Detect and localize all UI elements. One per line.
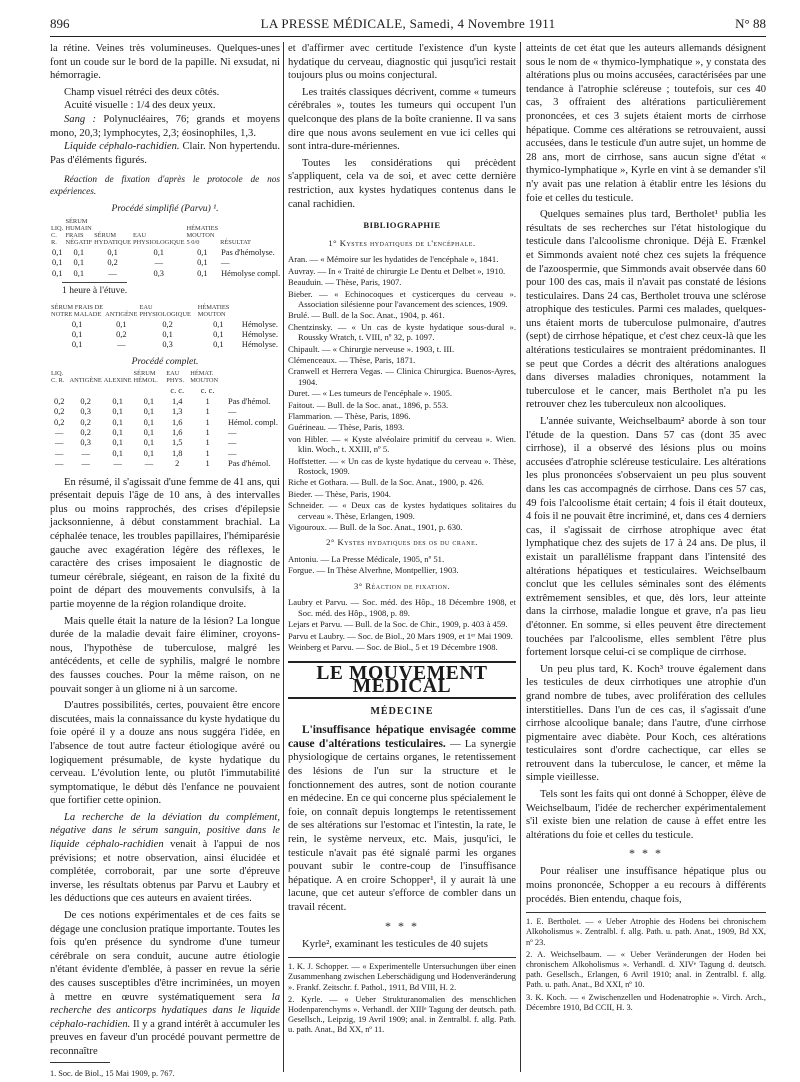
bibliography-entry: Weinberg et Parvu. — Soc. de Biol., 5 et 19 Décembre 1908. bbox=[288, 642, 498, 653]
table-cell: 2 bbox=[175, 459, 180, 469]
table-header-cell: EAU PHYS. bbox=[166, 370, 185, 385]
table-cell: — bbox=[108, 268, 117, 278]
table-cell: 0,1 bbox=[197, 258, 208, 268]
section-heading-mouvement: LE MOUVEMENT MÉDICAL bbox=[288, 661, 516, 699]
table-unit-cell bbox=[103, 386, 133, 396]
paragraph bbox=[50, 909, 280, 1059]
table-cell: 0,1 bbox=[112, 448, 123, 458]
table-header-cell: HÉMATIES MOUTON bbox=[197, 303, 230, 318]
text: Polynucléaires, 76; grands et moyens mono, 20,3; lymphocytes, 2,3; éosinophiles, 1,3. bbox=[50, 113, 280, 139]
table-header-cell: SÉRUM HYDATIQUE bbox=[94, 231, 132, 246]
table-cell: 0,1 bbox=[107, 247, 118, 257]
table-row bbox=[50, 428, 280, 438]
table-cell: 0,1 bbox=[143, 407, 155, 417]
paragraph: Acuité visuelle : 1/4 des deux yeux. bbox=[64, 100, 216, 112]
table-cell: 1,4 bbox=[172, 396, 183, 406]
table-row bbox=[50, 320, 280, 330]
bibliography-entry: Riche et Gothara. — Bull. de la Soc. Anat., 1900, p. 426. bbox=[288, 477, 484, 488]
table-cell: 0,1 bbox=[213, 319, 224, 329]
table-1-caption: Procédé simplifié (Parvu) ¹. bbox=[111, 203, 219, 215]
column-rule-1 bbox=[283, 42, 284, 1072]
table-cell: — bbox=[81, 448, 90, 458]
table-complete bbox=[50, 370, 280, 469]
bibliography-entry: Antoniu. — La Presse Médicale, 1905, nº 51. bbox=[288, 554, 445, 565]
table-cell: 1 bbox=[205, 428, 210, 437]
label-sang: Sang : bbox=[64, 113, 97, 125]
table-row bbox=[50, 340, 280, 350]
footnote-rule bbox=[50, 1062, 110, 1063]
bibliography-entry: Brulé. — Bull. de la Soc. Anat., 1904, p. 461. bbox=[288, 310, 445, 321]
table-cell: 0,1 bbox=[71, 329, 83, 339]
issue-number: N° 88 bbox=[735, 16, 766, 31]
table-cell: 0,1 bbox=[197, 247, 208, 257]
bibliography-entry: Cranwell et Herrera Vegas. — Clinica Chirurgica. Buenos-Ayres, 1904. bbox=[288, 366, 516, 387]
footnote: 1. K. J. Schopper. — « Experimentelle Untersuchungen über einen Zusammenhang zwischen Leberschädigung und Hodenveränderung ». Frankf. Zeitschr. f. Pathol., 1911, Bd VIII, H. 2. bbox=[288, 962, 516, 992]
footnote: 2. Kyrle. — « Ueber Strukturanomalien des menschlichen Hodenparenchyms ». Verhandl. der XIIIᵉ Tagung der deutsch. path. Gesellsch., Leipzig, 19 Avril 1909; anal. in Zentralbl. f. allg. Path. u. path. Anat., Bd XX, nº 11. bbox=[288, 994, 516, 1035]
bibliography-entry: Faitout. — Bull. de la Soc. anat., 1896, p. 553. bbox=[288, 399, 449, 410]
table-cell: 0,3 bbox=[80, 407, 91, 417]
paragraph: D'autres possibilités, certes, pouvaient être encore discutées, mais la connaissance du kyste hydatique du foie opéré il y a douze ans nous suggéra l'idée, en l'absence de tout autre facteur étiologique avéré ou logiquement présumable, de kyste hydatique du cerveau. L'évolution lente, ou plutôt l'immutabilité symptomatique, le début dès l'enfance ne pouvaient que fortifier cette opinion. bbox=[50, 700, 280, 807]
table-header-cell: HÉMATIES MOUTON 5 0/0 bbox=[186, 224, 219, 246]
bibliography-entry: Beauduin. — Thèse, Paris, 1907. bbox=[288, 277, 402, 288]
reaction-title: Réaction de fixation d'après le protocole de nos expériences. bbox=[50, 175, 280, 197]
table-cell: 0,1 bbox=[52, 268, 63, 278]
bibliography-list-2 bbox=[288, 554, 516, 576]
table-cell: 0,1 bbox=[143, 396, 155, 406]
column-3 bbox=[526, 42, 766, 1072]
table-header-cell bbox=[240, 304, 280, 320]
table-cell: Hémol. compl. bbox=[227, 417, 278, 427]
table-cell: — bbox=[221, 258, 230, 268]
table-cell: 1,6 bbox=[172, 417, 183, 427]
table-header-cell: EAU PHYSIOLOGIQUE bbox=[139, 303, 191, 318]
table-cell: 1 bbox=[205, 417, 210, 427]
bibliography-entry: Laubry et Parvu. — Soc. méd. des Hôp., 18 Décembre 1908, et Soc. méd. des Hôp., 1908, p. 89. bbox=[288, 597, 516, 618]
paragraph: Un peu plus tard, K. Koch³ trouve également dans les testicules de deux cirrhotiques une atrophie d'un grand nombre de tubes, avec prolifération des cellules interstitielles. Dans l'un de ces cas, il s'agissait d'une cirrhose alcoolique banale; dans l'autre, d'une cirrhose pigmentaire avec diabète. Pour Koch, ces altérations testiculaires sont d'ordre cachectique, car elles se retrouvent dans la tuberculose, le cancer, et même la simple vieillesse. bbox=[526, 663, 766, 784]
bibliography-list-1 bbox=[288, 254, 516, 532]
table-cell: 0,2 bbox=[162, 319, 173, 329]
table-header-cell: ANTIGÈNE bbox=[105, 310, 138, 318]
table-cell: — bbox=[227, 438, 237, 448]
footnote: 1. Soc. de Biol., 15 Mai 1909, p. 767. bbox=[50, 1068, 175, 1078]
bibliography-entry: Aran. — « Mémoire sur les hydatides de l'encéphale », 1841. bbox=[288, 254, 499, 265]
table-patient-serum bbox=[50, 304, 280, 351]
bibliography-entry: Chentzinsky. — « Un cas de kyste hydatique sous-dural ». Roussky Wratch, t. VIII, nº 32, p. 1097. bbox=[288, 321, 516, 343]
bibliography-entry: Vigouroux. — Bull. de la Soc. Anat., 1901, p. 630. bbox=[288, 522, 463, 533]
table-cell: 0,2 bbox=[54, 417, 65, 427]
bibliography-entry: Auvray. — In « Traité de chirurgie Le Dentu et Delbet », 1910. bbox=[288, 265, 506, 276]
table-header-row bbox=[50, 370, 280, 386]
table-unit-cell: c. c. bbox=[170, 386, 185, 396]
table-cell: — bbox=[55, 459, 64, 469]
table-cell: Hémolyse. bbox=[241, 319, 278, 329]
table-unit-cell bbox=[68, 386, 102, 396]
paragraph: atteints de cet état que les auteurs allemands désignent sous le nom de « thymico-lymphatique », y constata des altérations plus ou moins accusées, caractérisées par une tendance à l'atrophie scléreuse ; toutefois, sur ces 40 cas, 3 offraient des altérations particulièrement prononcées, et ces 3 sujets étaient morts de cirrhose hépatique. Comme ces altérations se retrouvaient, aussi accusées, dans le testicule d'un autre sujet, un homme de 28 ans, mort de cirrhose, sans aucun signe d'état « thymico-lymphatique », Kyrle en vint à se demander s'il n'y avait pas une relation à établir entre les lésions du foie et celles du testicule. bbox=[526, 43, 766, 204]
table-cell: 0,2 bbox=[80, 396, 91, 406]
table-cell: 1 bbox=[205, 407, 210, 417]
table-cell: 0,3 bbox=[80, 438, 91, 448]
paragraph: Pour réaliser une insuffisance hépatique plus ou moins prononcée, Schopper a eu recours à différents procédés. Bien entendu, chaque fois, bbox=[526, 866, 766, 905]
table-header-row bbox=[50, 304, 280, 320]
bibliography-section-3: 3° Réaction de fixation. bbox=[353, 580, 451, 591]
table-row bbox=[50, 330, 280, 340]
table-unit-cell bbox=[50, 386, 68, 396]
table-cell: 1,5 bbox=[172, 438, 183, 448]
paragraph: Tels sont les faits qui ont donné à Schopper, élève de Weichselbaum, l'idée de rechercher expérimentalement s'il existe bien une relation de cause à effet entre les altérations du foie et celles du testicule. bbox=[526, 789, 766, 841]
table-header-cell: SÉRUM HÉMOL. bbox=[133, 370, 158, 385]
table-header-row bbox=[50, 218, 282, 248]
table-cell: 0,1 bbox=[143, 428, 155, 437]
emphasis: la recherche des anticorps hydatiques dans le liquide céphalo-rachidien. bbox=[50, 991, 280, 1030]
paragraph bbox=[50, 140, 280, 167]
table-cell: — bbox=[55, 448, 64, 458]
table-header-cell: EAU PHYSIOLOGIQUE bbox=[133, 231, 185, 246]
emphasis: La recherche de la déviation du complément, négative dans le sérum sanguin, positive dans le liquide céphalo-rachidien bbox=[50, 811, 280, 851]
text: — La synergie physiologique de certains organes, le retentissement des lésions de l'un sur la structure et le fonctionnement des autres, sont de notion courante en médecine. En ce qui concerne plus spécialement le foie, on connaît depuis longtemps le retentissement de ses altérations sur l'estomac et l'intestin, la rate, le rein, le système nerveux, etc. Mais, jusqu'ici, le testicule n'avait pas été signalé parmi les organes pouvant subir le contre-coup de l'insuffisance hépatique. A en croire Schopper¹, il y aurait là une lacune, que cet auteur s'efforce de combler dans un travail récent. bbox=[288, 738, 516, 913]
table-cell: — bbox=[154, 258, 163, 268]
paragraph bbox=[288, 724, 516, 914]
table-cell: Pas d'hémol. bbox=[227, 396, 271, 406]
table-cell: 0,1 bbox=[112, 396, 123, 406]
table-units-row bbox=[50, 386, 280, 396]
table-cell: — bbox=[117, 340, 126, 350]
paragraph: Toutes les considérations qui précèdent s'appliquent, cela va de soi, et avec cette dernière restriction, aux kystes hydatiques contenus dans le canal rachidien. bbox=[288, 157, 516, 210]
table-cell: 0,1 bbox=[143, 417, 155, 427]
table-cell: 1 bbox=[205, 459, 210, 469]
paragraph: Champ visuel rétréci des deux côtés. bbox=[64, 86, 220, 98]
table-row bbox=[50, 459, 280, 469]
table-cell: 0,1 bbox=[112, 407, 123, 417]
table-cell: Pas d'hémolyse. bbox=[221, 247, 275, 257]
table-cell: — bbox=[144, 459, 154, 469]
table-header-cell: SÉRUM HUMAIN FRAIS NÉGATIF bbox=[65, 217, 93, 246]
table-cell: 0,2 bbox=[80, 417, 91, 427]
table-unit-cell bbox=[226, 386, 280, 396]
bibliography-entry: Guérineau. — Thèse, Paris, 1893. bbox=[288, 422, 405, 433]
page-number: 896 bbox=[50, 16, 70, 31]
table-row bbox=[50, 397, 280, 407]
table-cell: 0,2 bbox=[80, 428, 91, 437]
bibliography-entry: Bieder. — Thèse, Paris, 1904. bbox=[288, 488, 391, 499]
table-header-cell: RÉSULTAT bbox=[220, 238, 251, 246]
bibliography-entry: Clémenceaux. — Thèse, Paris, 1871. bbox=[288, 354, 416, 365]
table-cell: 0,3 bbox=[162, 340, 173, 350]
column-1 bbox=[50, 42, 281, 1078]
bibliography-entry: Hoffstetter. — « Un cas de kyste hydatique du cerveau ». Thèse, Rostock, 1909. bbox=[288, 455, 516, 477]
page-header bbox=[50, 14, 766, 37]
table-cell: 0,1 bbox=[112, 438, 123, 448]
table-cell: 1,6 bbox=[172, 428, 183, 437]
footnote: 3. K. Koch. — « Zwischenzellen und Hodenatrophie ». Virch. Arch., Décembre 1910, Bd CCII, H. 3. bbox=[526, 992, 766, 1012]
column-2 bbox=[288, 42, 516, 1072]
journal-title: LA PRESSE MÉDICALE, Samedi, 4 Novembre 1911 bbox=[260, 16, 556, 31]
table-cell: — bbox=[227, 407, 237, 417]
bibliography-entry: Schneider. — « Deux cas de kystes hydatiques solitaires du cerveau ». Thèse, Erlangen, 1909. bbox=[288, 500, 516, 521]
paragraph bbox=[50, 113, 280, 140]
table-cell: — bbox=[55, 428, 64, 437]
subsection-heading-medecine: MÉDECINE bbox=[370, 705, 434, 717]
bibliography-entry: Duret. — « Les tumeurs de l'encéphale ». 1905. bbox=[288, 388, 453, 399]
label-lcr: Liquide céphalo-rachidien. bbox=[64, 141, 180, 153]
table-cell: 0,1 bbox=[52, 247, 63, 257]
table-header-cell: SÉRUM FRAIS DE NOTRE MALADE bbox=[51, 303, 104, 318]
table-cell: 0,2 bbox=[54, 407, 65, 417]
bibliography-title: BIBLIOGRAPHIE bbox=[363, 220, 441, 231]
footnote: 2. A. Weichselbaum. — « Ueber Veränderungen der Hoden bei chronischem Alkoholismus ». Verhandl. d. XIVᵉ Tagung d. deutsch. path. Gesellsch., Erlangen, 6 Avril 1910; anal. in Zentralbl. f. allg. Path. u. path. Anat., Bd XXI, nº 10. bbox=[526, 949, 766, 990]
paragraph: Les traités classiques décrivent, comme « tumeurs cérébrales », toutes les tumeurs qui occupent l'un quelconque des plans de la boîte cranienne. Il va sans dire que nous avons seulement en vue ici celles qui sont intra-dure-mériennes. bbox=[288, 86, 516, 153]
table-cell: — bbox=[55, 438, 64, 448]
table-unit-cell: c. c. bbox=[200, 386, 215, 396]
table-cell: — bbox=[113, 459, 122, 469]
bibliography-entry: Flammarion. — Thèse, Paris, 1896. bbox=[288, 411, 411, 421]
table-cell: Hémolyse compl. bbox=[221, 268, 281, 278]
table-cell: 1 bbox=[205, 438, 210, 448]
table-row bbox=[50, 269, 282, 279]
table-cell: 0,1 bbox=[213, 340, 224, 350]
incubation-note: 1 heure à l'étuve. bbox=[62, 282, 127, 298]
table-cell: Hémolyse. bbox=[241, 329, 278, 339]
table-cell: Hémolyse. bbox=[241, 340, 278, 350]
table-cell: 0,1 bbox=[112, 417, 123, 427]
table-cell: Pas d'hémol. bbox=[227, 459, 271, 469]
table-header-cell bbox=[226, 370, 280, 386]
footnotes bbox=[288, 957, 516, 1035]
table-header-cell: HÉMAT. MOUTON bbox=[190, 370, 219, 385]
footnotes bbox=[526, 912, 766, 1013]
bibliography-list-3 bbox=[288, 597, 516, 652]
table-row bbox=[50, 449, 280, 459]
bibliography-entry: Bieber. — « Echinocoques et cysticerques du cerveau ». Association silésienne pour l'avancement des sciences, 1909. bbox=[288, 288, 516, 309]
bibliography-entry: Chipault. — « Chirurgie nerveuse ». 1903, t. III. bbox=[288, 343, 455, 354]
table-row bbox=[50, 407, 280, 417]
text: Il y a grand intérêt à accumuler les preuves en faveur d'un procédé pouvant permettre de reconnaître bbox=[50, 1018, 280, 1057]
table-cell: 0,1 bbox=[73, 268, 85, 278]
table-cell: 0,3 bbox=[153, 268, 164, 278]
table-header-cell: LIQ. C. R. bbox=[51, 224, 64, 246]
table-cell: 1,8 bbox=[172, 448, 183, 458]
table-cell: — bbox=[227, 448, 237, 458]
table-header-cell: LIQ. C. R. bbox=[51, 370, 65, 385]
table-cell: 0,1 bbox=[112, 428, 123, 437]
table-row bbox=[50, 248, 282, 258]
table-row bbox=[50, 418, 280, 428]
paragraph: En résumé, il s'agissait d'une femme de 41 ans, qui présentait depuis l'âge de 10 ans, à des intervalles plus ou moins rapprochés, des crises d'épilepsie jacksonnienne, à début constamment brachial. La céphalée tenace, les troubles papillaires, l'hémiparésie gauche avec exagération légère des réflexes, le caractère des crises imposaient le diagnostic de tumeur cérébrale, siégeant, en raison de la fixité du point de départ des mouvements convulsifs, à la partie moyenne de la région rolandique droite. bbox=[50, 476, 280, 610]
bibliography-section-1: 1° Kystes hydatiques de l'encéphale. bbox=[328, 237, 476, 248]
bibliography-entry: Lejars et Parvu. — Bull. de la Soc. de Chir., 1909, p. 403 à 459. bbox=[288, 619, 508, 630]
bibliography-entry: Forgue. — In Thèse Alverhne, Montpellier, 1903. bbox=[288, 565, 459, 576]
table-cell: 1 bbox=[205, 448, 210, 458]
table-unit-cell bbox=[132, 386, 165, 396]
bibliography-entry: von Hibler. — « Kyste alvéolaire primitif du cerveau ». Wien. klin. Woch., t. XXIII, nº 5. bbox=[288, 433, 516, 455]
paragraph: L'année suivante, Weichselbaum² aborde à son tour l'étude de la question. Dans 57 cas (dont 35 avec cirrhose), il a observé des lésions plus ou moins accusées d'atrophie scléreuse testiculaire. Les altérations les plus prononcées s'observaient un peu plus souvent dans les cas accompagnés de cirrhose. Dans ces 57 cas, 49 fois l'alcoolisme était certain; 4 fois il était douteux, 4 fois il ne pouvait être incriminé, et, dans ces 4 derniers cas, il s'agissait de cirrhose atrophique avec état lymphatique chez des sujets de 17 à 24 ans. De plus, il existait un parallélisme frappant dans l'intensité des altérations hépatiques et testiculaires. Weichselbaum conclut que les cellules séminales sont des éléments extrêmement sensibles, et que, dès lors, leur atteinte dans la cirrhose, maladie longue et grave, n'a pas lieu d'étonner. En somme, si elles peuvent être directement touchées par l'alcoolisme, elles semblent l'être plus fortement lorsque celui-ci se complique de cirrhose. bbox=[526, 416, 766, 659]
paragraph: Mais quelle était la nature de la lésion? La longue durée de la maladie devait faire éliminer, croyons-nous, l'hypothèse de tuberculose, malgré les antécédents, et celle de syphilis, malgré le nombre des fausses couches. Pour la même raison, on ne pouvait songer à un gliome ni à un sarcome. bbox=[50, 615, 280, 695]
text: venait à l'appui de nos prévisions; et notre observation, ainsi élucidée et complétée, corroborait, par une sorte d'épreuve inverse, les résultats obtenus par Parvu et Laubry et les déductions que ces auteurs en avaient tirées. bbox=[50, 839, 280, 905]
footnote: 1. E. Bertholet. — « Ueber Atrophie des Hodens bei chronischem Alkoholismus ». Zentralbl. f. allg. Path. u. path. Anat., 1909, Bd XX, nº 23. bbox=[526, 917, 766, 947]
paragraph bbox=[50, 811, 280, 906]
bibliography-entry: Parvu et Laubry. — Soc. de Biol., 20 Mars 1909, et 1ᵉʳ Mai 1909. bbox=[288, 630, 513, 641]
table-header-cell: ANTIGÈNE bbox=[69, 377, 102, 385]
table-cell: 0,1 bbox=[162, 329, 173, 339]
table-header-cell: ALEXINE bbox=[103, 377, 132, 385]
column-rule-2 bbox=[520, 42, 521, 1072]
table-cell: 0,2 bbox=[107, 258, 118, 268]
table-cell: 0,2 bbox=[116, 329, 127, 339]
bibliography-section-2: 2° Kystes hydatiques des os du crane. bbox=[326, 537, 478, 548]
table-cell: 0,1 bbox=[213, 329, 224, 339]
table-cell: 1 bbox=[205, 396, 210, 406]
table-3-caption: Procédé complet. bbox=[131, 355, 199, 367]
paragraph: la rétine. Veines très volumineuses. Quelques-unes font un coude sur le bord de la papille. Ni exsudat, ni hémorragie. bbox=[50, 43, 280, 82]
paragraph: Quelques semaines plus tard, Bertholet¹ publia les résultats de ses recherches sur l'état histologique du testicule dans l'alcoolisme chronique. Déjà E. Frænkel et Simmonds avaient noté chez ces sujets la fréquence de l'azoospermie, que Simmonds avait observée dans 60 pour 100 des cas, mais il n'avait pas constaté de lésions testiculaires. Dans 24 cas, Bertholet trouva une sclérose atrophique des testicules. Parmi ces malades, quelques-uns étaient morts de tuberculose pulmonaire, d'autres (sept) de cirrhose hépatique, et c'est chez ceux-là que les altérations testiculaires se montraient prédominantes. Il se peut que Cordes a décrit des altérations analogues dans diverses maladies chroniques, notamment la tuberculose et le cancer, mais Bertholet n'a pu les retrouver chez les tuberculeux non alcooliques. bbox=[526, 209, 766, 411]
table-row bbox=[50, 258, 282, 268]
table-cell: 0,1 bbox=[143, 438, 155, 448]
table-cell: 0,1 bbox=[71, 319, 83, 329]
table-cell: 0,1 bbox=[52, 258, 63, 268]
text: Clair. Non hypertendu. Pas d'éléments figurés. bbox=[50, 141, 280, 166]
section-separator: * * * bbox=[385, 918, 419, 933]
table-cell: 0,1 bbox=[197, 268, 208, 278]
article-title: L'insuffisance hépatique envisagée comme cause d'altérations testiculaires. bbox=[288, 724, 516, 750]
paragraph: et d'affirmer avec certitude l'existence d'un kyste hydatique du cerveau, diagnostic qui jusqu'ici restait toujours plus ou moins conjectural. bbox=[288, 43, 516, 82]
table-cell: — bbox=[81, 459, 90, 469]
section-separator: * * * bbox=[629, 846, 663, 861]
table-cell: — bbox=[227, 428, 237, 437]
text: De ces notions expérimentales et de ces faits se dégage une conclusion pratique importante. Toutes les fois qu'en présence du syndrome d'une tumeur cérébrale on sera conduit, aucune autre étiologie n'étant évidente d'emblée, à passer en revue la série des causes susceptibles d'être incriminées, un moyen à mettre en œuvre systématiquement sera bbox=[50, 910, 280, 1003]
table-cell: 0,1 bbox=[73, 258, 85, 268]
table-cell: 0,1 bbox=[116, 319, 127, 329]
table-cell: 0,1 bbox=[153, 247, 164, 257]
table-simplified bbox=[50, 218, 282, 279]
table-row bbox=[50, 438, 280, 448]
table-cell: 0,1 bbox=[143, 448, 155, 458]
table-cell: 0,1 bbox=[71, 340, 83, 350]
paragraph: Kyrle², examinant les testicules de 40 sujets bbox=[302, 938, 488, 950]
table-cell: 0,1 bbox=[73, 247, 85, 257]
table-cell: 0,2 bbox=[54, 396, 65, 406]
table-cell: 1,3 bbox=[172, 407, 183, 417]
